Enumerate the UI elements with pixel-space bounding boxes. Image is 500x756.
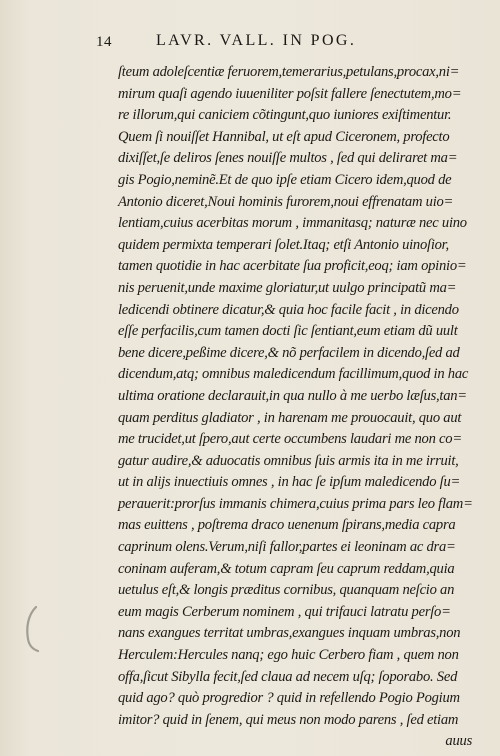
text-line: perauerit:prorſus immanis chimera,cuius prima pars leo flam=: [118, 495, 473, 512]
text-line: dicendum,atq; omnibus maledicendum facillimum,quod in hac: [118, 366, 469, 383]
text-line: bene dicere,peßime dicere,& nõ perfacilem in dicendo,ſed ad: [118, 344, 460, 361]
pencil-bracket-mark: [22, 605, 44, 653]
text-line: quam perditus gladiator , in harenam me prouocauit, quo aut: [118, 409, 462, 426]
page-header: [96, 32, 476, 58]
text-line: ſteum adoleſcentiæ feruorem,temerarius,petulans,procax,ni=: [118, 64, 460, 80]
text-line: gis Pogio,neminẽ.Et de quo ipſe etiam Cicero idem,quod de: [118, 171, 452, 188]
text-line: eum magis Cerberum nominem , qui trifauci latratu perſo=: [118, 603, 451, 620]
text-line: nans exangues territat umbras,exangues inquam umbras,non: [118, 625, 461, 642]
text-line: mas euittens , poſtrema draco uenenum ſpirans,media capra: [118, 517, 456, 534]
catchword: auus: [445, 733, 472, 750]
page-number: 14: [96, 34, 112, 50]
text-line: re illorum,qui caniciem cõtingunt,quo iuniores exiſtimentur.: [118, 107, 452, 124]
text-line: coninam auferam,& totum capram ſeu caprum reddam,quia: [118, 560, 455, 577]
text-line: quidem permixta temperari ſolet.Itaq; etſi Antonio uinoſior,: [118, 236, 449, 253]
text-line: ultima oratione declarauit,in qua nullo à me uerbo læſus,tan=: [118, 387, 467, 404]
text-line: mirum quaſi agendo iuueniliter poſsit fallere ſenectutem,mo=: [118, 85, 462, 102]
text-line: lentiam,cuius acerbitas morum , immanitasq; naturæ nec uino: [118, 215, 467, 232]
text-line: imitor? quid in ſenem, qui meus non modo parens , ſed etiam: [118, 711, 459, 728]
text-line: eſſe perfacilis,cum tamen docti ſic ſentiant,eum etiam dũ uult: [118, 323, 458, 340]
text-line: ut in alijs inuectiuis omnes , in hac ſe ipſum maledicendo ſu=: [118, 474, 461, 491]
text-line: tamen quotidie in hac acerbitate ſua proficit,eoq; iam opinio=: [118, 258, 467, 275]
text-line: Quem ſi nouiſſet Hannibal, ut eſt apud Ciceronem, profecto: [118, 128, 450, 145]
text-line: uetulus eſt,& longis præditus cornibus, quanquam neſcio an: [118, 582, 455, 599]
text-line: nis peruenit,unde maxime gloriatur,ut uulgo principatũ ma=: [118, 279, 457, 296]
text-line: quid ago? quò progredior ? quid in refellendo Pogio Pogium: [118, 690, 460, 707]
text-line: dixiſſet,ſe deliros ſenes nouiſſe multos , ſed qui deliraret ma=: [118, 150, 458, 167]
text-line: me trucidet,ut ſpero,aut certe occumbens laudari me non co=: [118, 431, 462, 448]
text-line: Herculem:Hercules nanq; ego huic Cerbero fiam , quem non: [118, 647, 459, 664]
text-line: offa,ſicut Sibylla fecit,ſed claua ad necem uſq; ſoporabo. Sed: [118, 668, 458, 685]
text-line: caprinum olens.Verum,niſi fallor,partes ei leoninam ac dra=: [118, 539, 456, 556]
body-text: [118, 62, 478, 753]
text-line: ledicendi obtinere dicatur,& quia hoc facile facit , in dicendo: [118, 301, 459, 318]
running-head: LAVR. VALL. IN POG.: [156, 32, 357, 49]
text-line: Antonio diceret,Noui hominis furorem,noui effrenatam uio=: [118, 193, 454, 210]
text-line: gatur audire,& aduocatis omnibus ſuis armis ita in me irruit,: [118, 452, 459, 469]
